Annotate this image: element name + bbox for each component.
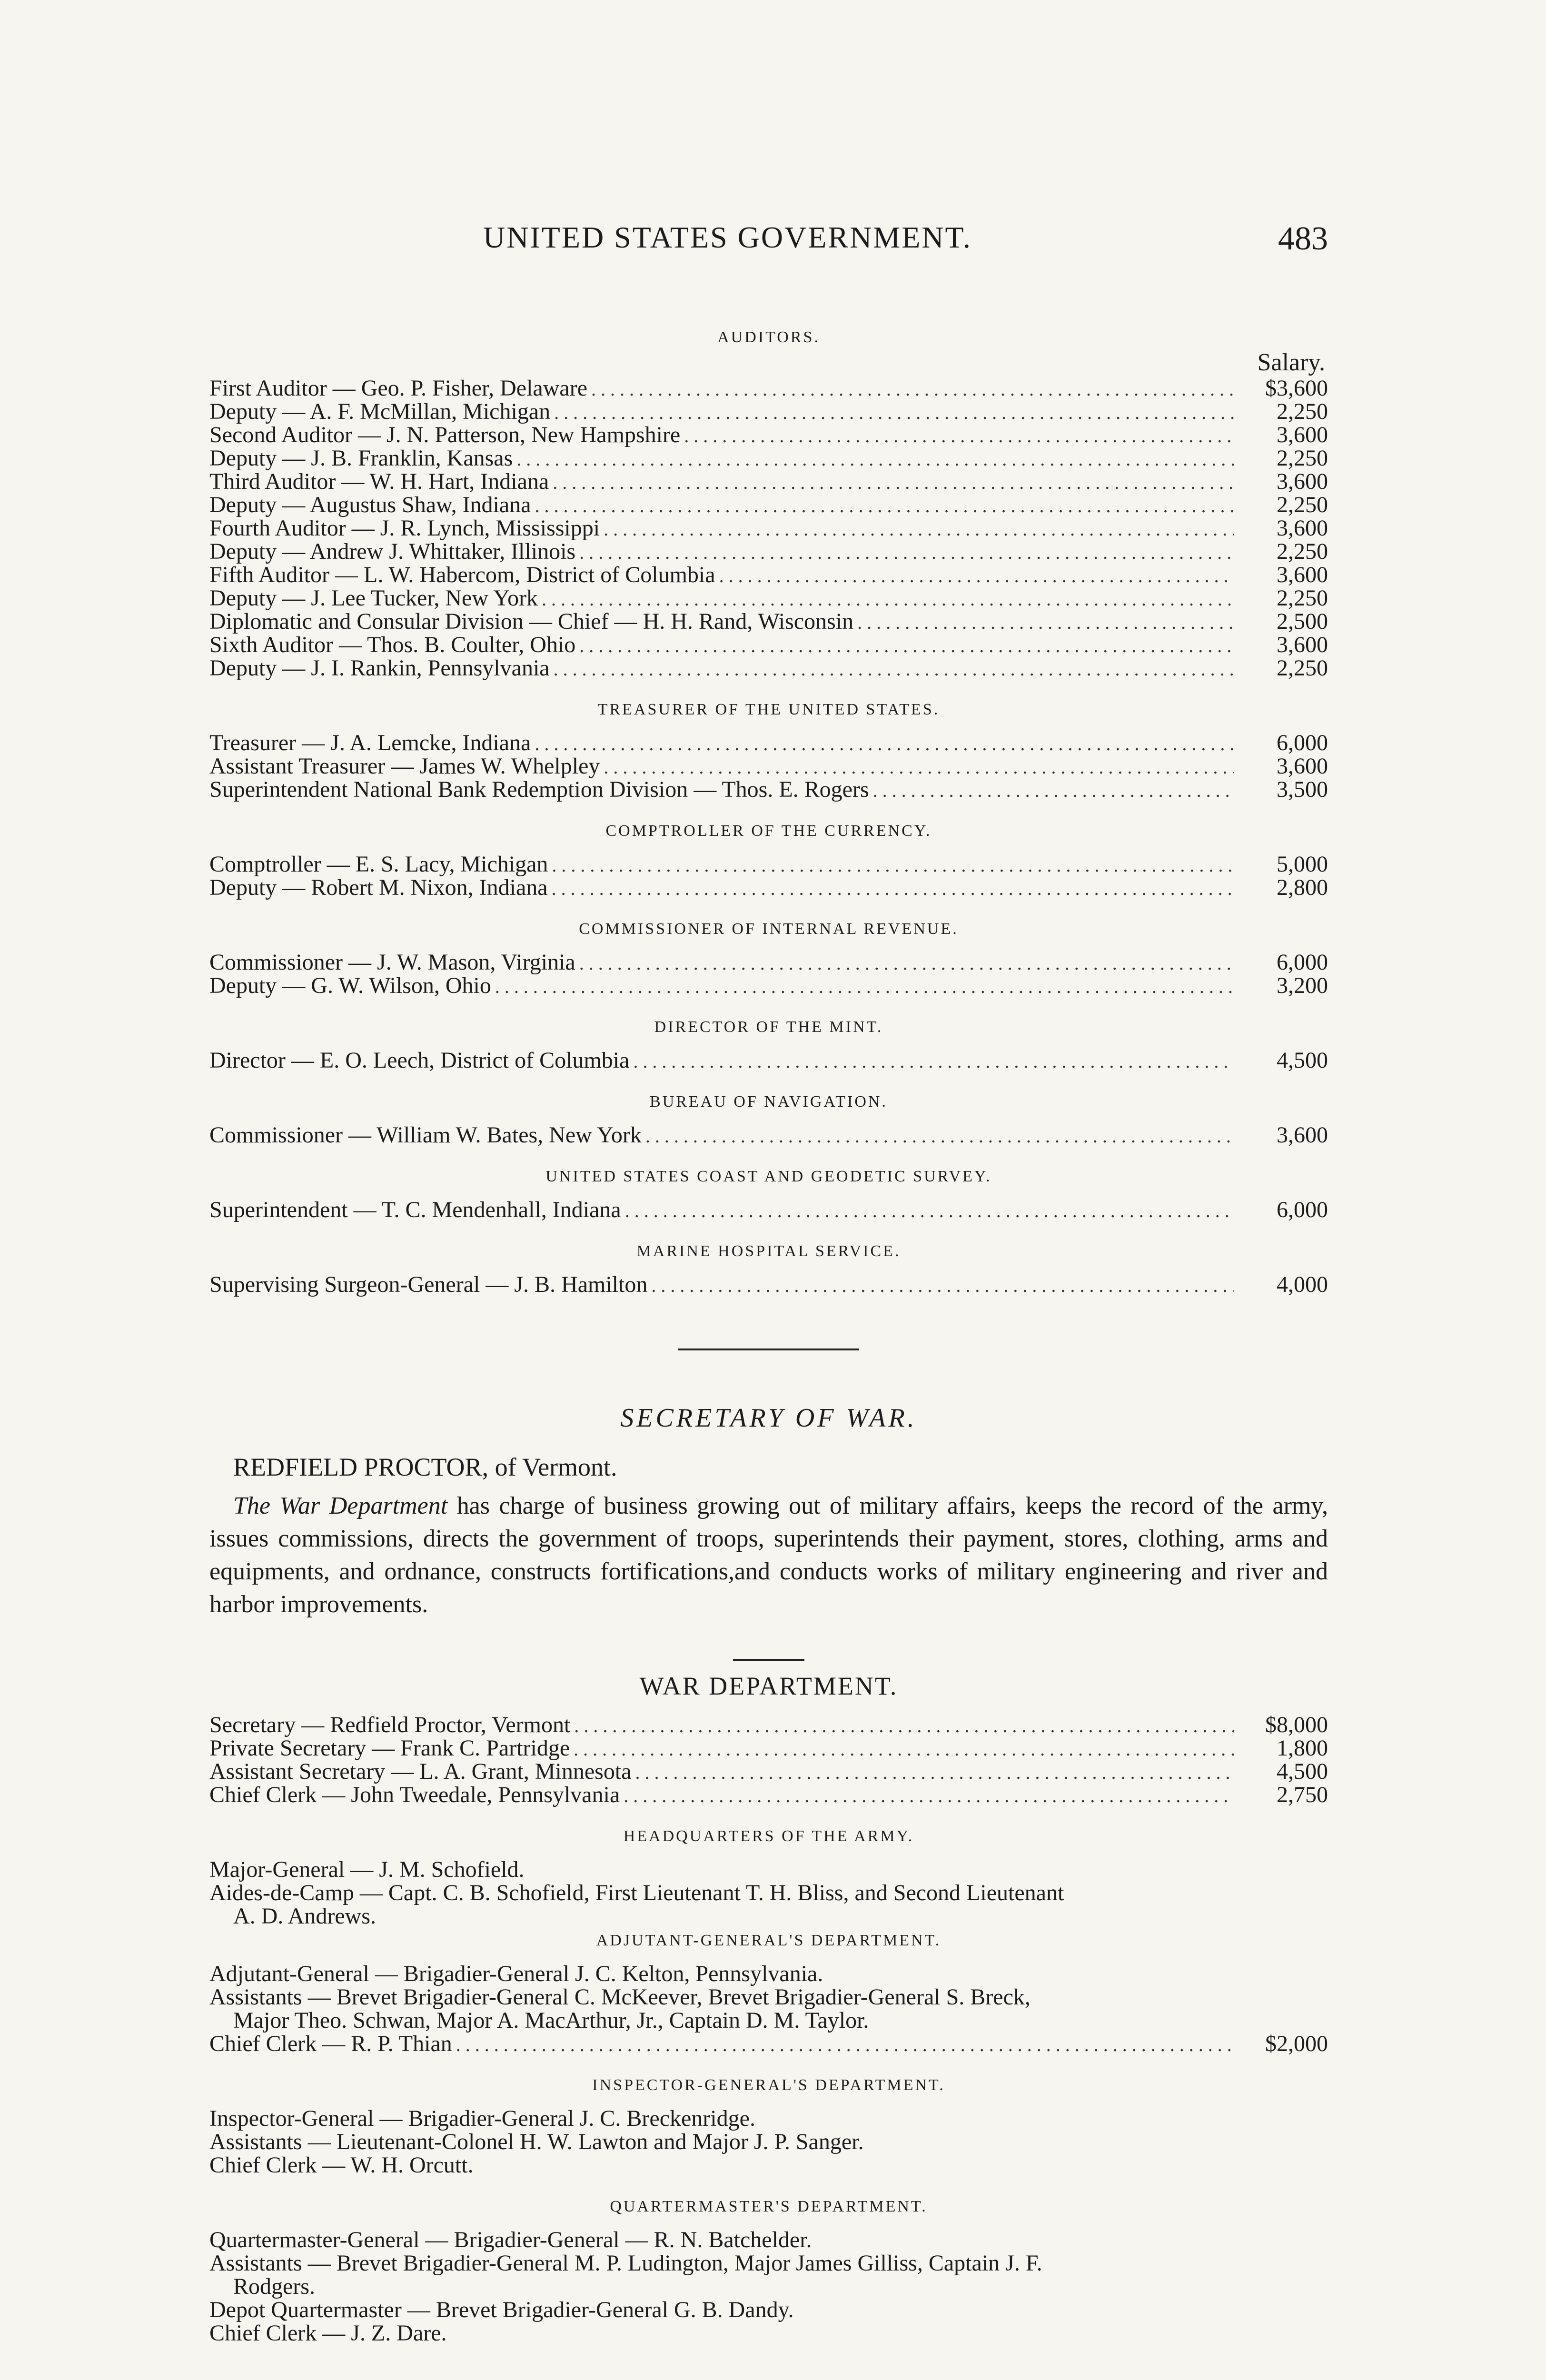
section-heading-comptroller: COMPTROLLER OF THE CURRENCY.	[605, 822, 932, 840]
leader-dots	[604, 517, 1234, 541]
section-heading-internal-revenue: COMMISSIONER OF INTERNAL REVENUE.	[579, 920, 959, 938]
leader-dots	[645, 1124, 1234, 1148]
row-label: Deputy — Andrew J. Whittaker, Illinois	[209, 539, 576, 564]
row-salary: 4,500	[1277, 1048, 1328, 1073]
row-label: Sixth Auditor — Thos. B. Coulter, Ohio	[209, 632, 576, 657]
table-row	[209, 377, 1328, 400]
row-salary: 3,600	[1277, 754, 1328, 779]
headquarters-entries	[209, 1858, 1328, 1928]
table-row	[209, 2032, 1328, 2055]
section-heading-navigation: BUREAU OF NAVIGATION.	[650, 1093, 888, 1111]
leader-dots	[635, 1761, 1234, 1784]
row-label: Private Secretary — Frank C. Partridge	[209, 1735, 570, 1761]
adjutant-entries	[209, 1962, 1328, 2055]
table-row	[209, 540, 1328, 563]
inspector-line: Chief Clerk — W. H. Orcutt.	[209, 2152, 474, 2178]
row-salary: 3,200	[1277, 973, 1328, 998]
row-label: Commissioner — J. W. Mason, Virginia	[209, 950, 575, 975]
table-row	[209, 493, 1328, 516]
leader-dots	[456, 2033, 1234, 2056]
quartermaster-line: Quartermaster-General — Brigadier-General — R. N. Batchelder.	[209, 2227, 812, 2252]
leader-dots	[604, 755, 1234, 779]
row-label: Assistant Secretary — L. A. Grant, Minnesota	[209, 1759, 632, 1784]
table-row	[209, 951, 1328, 974]
headquarters-line: Major-General — J. M. Schofield.	[209, 1857, 525, 1882]
quartermaster-entries	[209, 2228, 1328, 2345]
leader-dots	[625, 1199, 1234, 1222]
table-row	[209, 1760, 1328, 1783]
row-salary: 3,600	[1277, 562, 1328, 587]
table-row	[209, 1123, 1328, 1147]
row-label: Superintendent National Bank Redemption Division — Thos. E. Rogers	[209, 777, 869, 802]
adjutant-line-continued: Major Theo. Schwan, Major A. MacArthur, Jr., Captain D. M. Taylor.	[233, 2008, 869, 2033]
headquarters-line-continued: A. D. Andrews.	[233, 1904, 376, 1929]
row-label: Treasurer — J. A. Lemcke, Indiana	[209, 730, 531, 755]
quartermaster-line: Assistants — Brevet Brigadier-General M. P. Ludington, Major James Gilliss, Captain J. F.	[209, 2251, 1042, 2276]
table-row	[209, 853, 1328, 876]
section-divider-short	[733, 1659, 804, 1661]
war-department-list	[209, 1713, 1328, 1806]
leader-dots	[579, 952, 1234, 975]
row-label: Fifth Auditor — L. W. Habercom, District of Columbia	[209, 562, 715, 587]
section-heading-marine-hospital: MARINE HOSPITAL SERVICE.	[636, 1242, 901, 1260]
leader-dots	[552, 877, 1234, 900]
section-divider	[678, 1349, 859, 1350]
adjutant-line: Adjutant-General — Brigadier-General J. C. Kelton, Pennsylvania.	[209, 1961, 823, 1986]
leader-dots	[624, 1784, 1234, 1807]
row-salary: 1,800	[1277, 1735, 1328, 1761]
table-row	[209, 516, 1328, 540]
table-row	[209, 586, 1328, 610]
mint-list	[209, 1049, 1328, 1072]
row-salary: 3,600	[1277, 516, 1328, 541]
row-salary: 2,250	[1277, 399, 1328, 424]
table-row	[209, 610, 1328, 633]
adjutant-line: Assistants — Brevet Brigadier-General C. McKeever, Brevet Brigadier-General S. Breck,	[209, 1984, 1031, 2010]
row-salary: 2,750	[1277, 1782, 1328, 1807]
leader-dots	[535, 494, 1234, 517]
leader-dots	[579, 634, 1234, 657]
leader-dots	[554, 657, 1234, 681]
row-label: Second Auditor — J. N. Patterson, New Hampshire	[209, 422, 681, 447]
leader-dots	[684, 424, 1234, 447]
treasury-column	[209, 328, 1328, 2345]
section-heading-coast-survey: UNITED STATES COAST AND GEODETIC SURVEY.	[545, 1168, 992, 1185]
leader-dots	[495, 975, 1234, 998]
section-heading-quartermaster: QUARTERMASTER'S DEPARTMENT.	[610, 2198, 928, 2215]
row-salary: 2,250	[1277, 492, 1328, 517]
leader-dots	[579, 541, 1234, 564]
row-label: Deputy — G. W. Wilson, Ohio	[209, 973, 491, 998]
war-department-description	[209, 1489, 1328, 1621]
leader-dots	[719, 564, 1234, 587]
row-salary: 3,600	[1277, 469, 1328, 494]
table-row	[209, 1736, 1328, 1760]
treasurer-list	[209, 731, 1328, 801]
navigation-list	[209, 1123, 1328, 1147]
table-row	[209, 656, 1328, 680]
row-salary: 5,000	[1277, 852, 1328, 877]
inspector-entries	[209, 2107, 1328, 2177]
comptroller-list	[209, 853, 1328, 899]
inspector-line: Assistants — Lieutenant-Colonel H. W. Lawton and Major J. P. Sanger.	[209, 2129, 864, 2154]
row-label: Deputy — J. I. Rankin, Pennsylvania	[209, 655, 550, 681]
leader-dots	[574, 1714, 1234, 1737]
row-salary: $2,000	[1265, 2031, 1328, 2056]
row-salary: 2,500	[1277, 609, 1328, 634]
leader-dots	[542, 587, 1234, 611]
leader-dots	[651, 1274, 1234, 1297]
row-label: Diplomatic and Consular Division — Chief — H. H. Rand, Wisconsin	[209, 609, 854, 634]
leader-dots	[574, 1737, 1234, 1761]
quartermaster-line: Chief Clerk — J. Z. Dare.	[209, 2320, 447, 2346]
row-label: Commissioner — William W. Bates, New York	[209, 1122, 642, 1148]
leader-dots	[591, 377, 1234, 401]
coast-survey-list	[209, 1198, 1328, 1221]
row-salary: 2,250	[1277, 446, 1328, 471]
row-label: Deputy — A. F. McMillan, Michigan	[209, 399, 551, 424]
row-label: Superintendent — T. C. Mendenhall, Indiana	[209, 1197, 621, 1222]
table-row	[209, 731, 1328, 754]
table-row	[209, 400, 1328, 423]
section-heading-treasurer: TREASURER OF THE UNITED STATES.	[597, 701, 940, 718]
internal-revenue-list	[209, 951, 1328, 997]
row-salary: 3,500	[1277, 777, 1328, 802]
row-label: Deputy — J. B. Franklin, Kansas	[209, 446, 513, 471]
row-label: Supervising Surgeon-General — J. B. Hamilton	[209, 1272, 648, 1297]
leader-dots	[633, 1050, 1234, 1073]
row-salary: 4,500	[1277, 1759, 1328, 1784]
leader-dots	[873, 779, 1234, 802]
row-label: Secretary — Redfield Proctor, Vermont	[209, 1712, 571, 1737]
leader-dots	[552, 853, 1234, 877]
row-label: Director — E. O. Leech, District of Columbia	[209, 1048, 630, 1073]
section-heading-mint: DIRECTOR OF THE MINT.	[654, 1018, 883, 1036]
description-text: has charge of business growing out of military affairs, keeps the record of the army, issues commissions, directs the government of troops, superintends their payment, stores, clothing, arms and equipments, and ordnance, constructs fortifications,and conducts works of military engineering and river and harbor improvements.	[209, 1492, 1328, 1618]
inspector-line: Inspector-General — Brigadier-General J. C. Breckenridge.	[209, 2106, 755, 2131]
table-row	[209, 778, 1328, 801]
page-number: 483	[1278, 220, 1328, 257]
page-header	[209, 220, 1328, 277]
table-row	[209, 1783, 1328, 1806]
headquarters-line: Aides-de-Camp — Capt. C. B. Schofield, First Lieutenant T. H. Bliss, and Second Lieutenant	[209, 1880, 1064, 1905]
row-label: Deputy — Robert M. Nixon, Indiana	[209, 875, 548, 900]
quartermaster-line-continued: Rodgers.	[233, 2274, 315, 2299]
table-row	[209, 876, 1328, 899]
auditors-list	[209, 377, 1328, 680]
section-heading-inspector: INSPECTOR-GENERAL'S DEPARTMENT.	[592, 2076, 945, 2094]
row-label: Comptroller — E. S. Lacy, Michigan	[209, 852, 548, 877]
table-row	[209, 563, 1328, 586]
section-heading-secretary-of-war: SECRETARY OF WAR.	[620, 1403, 917, 1433]
row-salary: $3,600	[1265, 376, 1328, 401]
row-label: Assistant Treasurer — James W. Whelpley	[209, 754, 600, 779]
table-row	[209, 446, 1328, 470]
row-salary: 3,600	[1277, 632, 1328, 657]
row-label: Chief Clerk — John Tweedale, Pennsylvania	[209, 1782, 620, 1807]
row-label: First Auditor — Geo. P. Fisher, Delaware	[209, 376, 587, 401]
row-label: Deputy — Augustus Shaw, Indiana	[209, 492, 531, 517]
table-row	[209, 1198, 1328, 1221]
leader-dots	[857, 611, 1234, 634]
table-row	[209, 754, 1328, 778]
row-label: Third Auditor — W. H. Hart, Indiana	[209, 469, 549, 494]
section-heading-auditors: AUDITORS.	[717, 328, 820, 346]
leader-dots	[554, 401, 1234, 424]
row-salary: 2,250	[1277, 539, 1328, 564]
leader-dots	[535, 732, 1234, 755]
row-label: Deputy — J. Lee Tucker, New York	[209, 585, 538, 611]
row-salary: 4,000	[1277, 1272, 1328, 1297]
row-salary: $8,000	[1265, 1712, 1328, 1737]
row-salary: 6,000	[1277, 950, 1328, 975]
row-salary: 6,000	[1277, 730, 1328, 755]
row-salary: 2,800	[1277, 875, 1328, 900]
row-salary: 2,250	[1277, 655, 1328, 681]
marine-hospital-list	[209, 1273, 1328, 1296]
table-row	[209, 1049, 1328, 1072]
description-lead: The War Department	[233, 1492, 448, 1519]
table-row	[209, 974, 1328, 997]
row-label: Chief Clerk — R. P. Thian	[209, 2031, 452, 2056]
section-heading-adjutant: ADJUTANT-GENERAL'S DEPARTMENT.	[596, 1932, 941, 1949]
quartermaster-line: Depot Quartermaster — Brevet Brigadier-General G. B. Dandy.	[209, 2297, 794, 2322]
row-salary: 6,000	[1277, 1197, 1328, 1222]
row-label: Fourth Auditor — J. R. Lynch, Mississippi	[209, 516, 600, 541]
leader-dots	[553, 471, 1234, 494]
section-heading-war-department: WAR DEPARTMENT.	[639, 1672, 898, 1700]
table-row	[209, 1713, 1328, 1736]
table-row	[209, 470, 1328, 493]
secretary-name: REDFIELD PROCTOR, of Vermont.	[233, 1453, 617, 1481]
salary-column-header: Salary.	[1257, 349, 1325, 376]
leader-dots	[516, 447, 1234, 471]
row-salary: 3,600	[1277, 422, 1328, 447]
table-row	[209, 1273, 1328, 1296]
running-title: UNITED STATES GOVERNMENT.	[483, 220, 972, 254]
section-heading-headquarters: HEADQUARTERS OF THE ARMY.	[623, 1827, 914, 1845]
row-salary: 3,600	[1277, 1122, 1328, 1148]
table-row	[209, 423, 1328, 446]
row-salary: 2,250	[1277, 585, 1328, 611]
table-row	[209, 633, 1328, 656]
